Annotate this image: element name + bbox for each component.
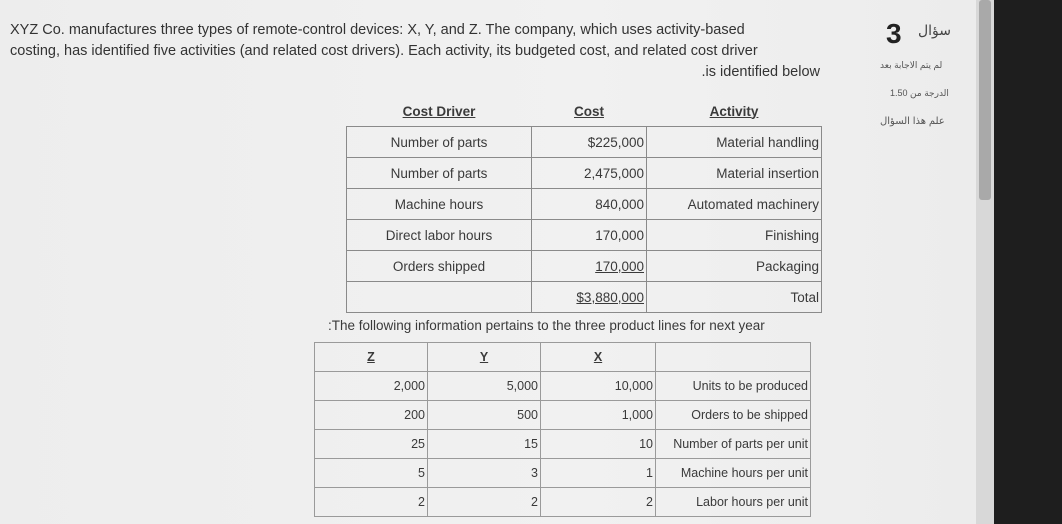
question-label: سؤال	[918, 22, 952, 38]
cell-cost: 170,000	[532, 220, 647, 251]
table-header-row	[315, 343, 811, 372]
screen-edge	[994, 0, 1062, 524]
cell-activity: Finishing	[647, 220, 822, 251]
header-cost: Cost	[574, 103, 604, 119]
flag-question-link[interactable]: علم هذا السؤال	[880, 116, 945, 127]
cell-label: Labor hours per unit	[656, 488, 811, 517]
cell-label: Units to be produced	[656, 372, 811, 401]
table-row	[347, 127, 822, 158]
cell-activity: Material insertion	[647, 158, 822, 189]
cell-y: 3	[428, 459, 541, 488]
table-row	[315, 459, 811, 488]
cell-cost: $225,000	[532, 127, 647, 158]
header-y: Y	[479, 350, 489, 364]
header-cost-driver: Cost Driver	[402, 103, 476, 119]
cell-label: Number of parts per unit	[656, 430, 811, 459]
intro-line-1: XYZ Co. manufactures three types of remote-control devices: X, Y, and Z. The company, which uses activity-based	[10, 22, 745, 38]
cell-x: 10,000	[541, 372, 656, 401]
table-total-row	[347, 282, 822, 313]
cell-z: 5	[315, 459, 428, 488]
cell-cost: 170,000	[532, 251, 647, 282]
cell-x: 2	[541, 488, 656, 517]
question-text	[10, 20, 822, 83]
cell-label: Orders to be shipped	[656, 401, 811, 430]
cell-total-label: Total	[647, 282, 822, 313]
cell-driver: Direct labor hours	[347, 220, 532, 251]
product-info-table	[314, 342, 811, 517]
cell-activity: Material handling	[647, 127, 822, 158]
cell-z: 25	[315, 430, 428, 459]
question-marks: 1.50 الدرجة من	[890, 88, 949, 98]
cell-x: 10	[541, 430, 656, 459]
table-row	[315, 488, 811, 517]
cell-activity: Packaging	[647, 251, 822, 282]
question-number: 3	[886, 18, 902, 49]
cell-cost: 2,475,000	[532, 158, 647, 189]
cell-y: 2	[428, 488, 541, 517]
answer-status: لم يتم الاجابة بعد	[880, 60, 943, 70]
header-x: X	[593, 350, 603, 364]
cell-driver: Number of parts	[347, 127, 532, 158]
table-row	[315, 401, 811, 430]
table-row	[315, 430, 811, 459]
cell-driver: Number of parts	[347, 158, 532, 189]
cell-cost: 840,000	[532, 189, 647, 220]
cell-total-cost: $3,880,000	[532, 282, 647, 313]
intro-line-2: costing, has identified five activities (and related cost drivers). Each activity, its budgeted cost, and related cost driver	[10, 43, 758, 59]
cell-activity: Automated machinery	[647, 189, 822, 220]
activity-cost-table	[346, 96, 822, 313]
table-header-row	[347, 96, 822, 127]
product-info-intro: :The following information pertains to the three product lines for next year	[328, 318, 765, 333]
table-row	[347, 251, 822, 282]
cell-x: 1,000	[541, 401, 656, 430]
cell-y: 5,000	[428, 372, 541, 401]
cell-z: 2	[315, 488, 428, 517]
cell-y: 500	[428, 401, 541, 430]
cell-driver: Orders shipped	[347, 251, 532, 282]
header-z: Z	[367, 350, 375, 364]
question-info-panel	[860, 0, 980, 524]
table-row	[347, 189, 822, 220]
table-row	[315, 372, 811, 401]
intro-line-3: .is identified below	[701, 64, 820, 80]
cell-driver: Machine hours	[347, 189, 532, 220]
cell-x: 1	[541, 459, 656, 488]
cell-label: Machine hours per unit	[656, 459, 811, 488]
cell-y: 15	[428, 430, 541, 459]
scrollbar-thumb[interactable]	[979, 0, 991, 200]
cell-z: 2,000	[315, 372, 428, 401]
table-row	[347, 158, 822, 189]
table-row	[347, 220, 822, 251]
cell-z: 200	[315, 401, 428, 430]
header-activity: Activity	[709, 103, 759, 119]
